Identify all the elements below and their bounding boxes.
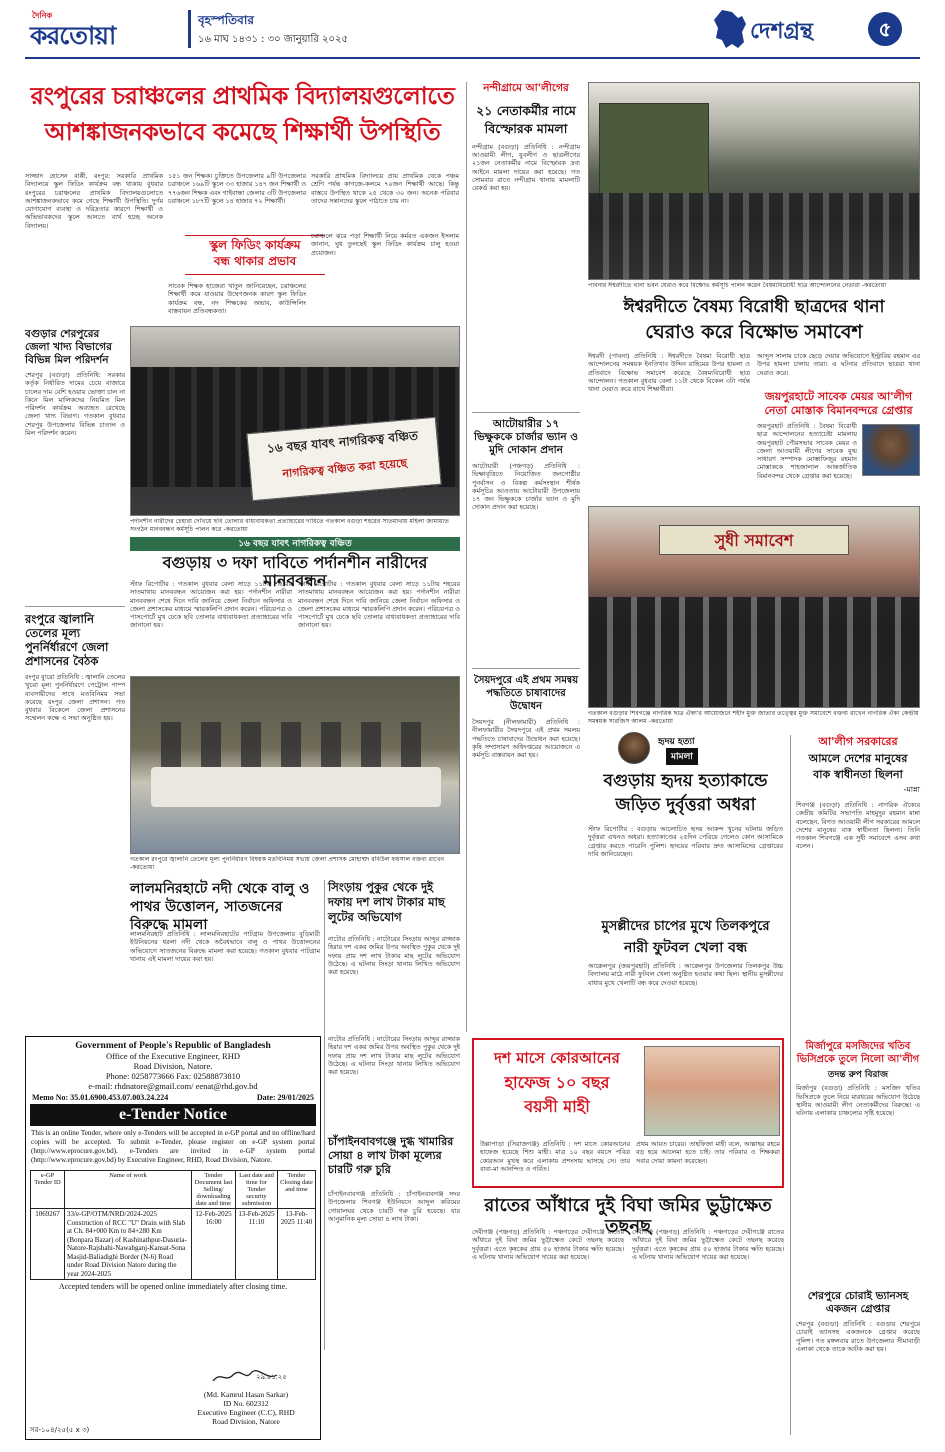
- section-logo: [712, 6, 907, 52]
- lead-headline-box: [25, 82, 460, 162]
- tender-header-row: [31, 1171, 316, 1209]
- tender-sign-date: ২৯.০১.২৫: [256, 1373, 287, 1381]
- rangpur-fuel-story: [25, 612, 125, 1020]
- masthead-day: বৃহস্পতিবার: [198, 13, 254, 27]
- protest-photo: [130, 326, 460, 516]
- rally-photo: [588, 506, 920, 708]
- joypurhat-body: জয়পুরহাট প্রতিনিধি : বৈষম্য বিরোধী ছাত্র আন্দোলনের হত্যাচেষ্টা মামলায় জয়পুরহাট পৌরসভার সাবেক মেয়র ও জেলা আওয়ামী লীগের সাবেক যুগ্ম সাধারণ সম্পাদক মোস্তাফিজুর রহমান মোস্তাককে শাহজালাল আন্তর্জাতিক বিমানবন্দর থেকে গ্রেপ্তার করা হয়েছে।: [757, 422, 857, 480]
- tender-header-doc: Tender Document last Selling/ downloading date and time: [192, 1171, 236, 1209]
- atwari-headline: আটোয়ারীর ১৭ ভিক্ষুককে চার্জার ভ্যান ও মুদি দোকান প্রদান: [473, 418, 579, 456]
- tender-row: [31, 1209, 316, 1280]
- lead-subhead-line-1: স্কুল ফিডিং কার্যক্রম: [209, 238, 301, 252]
- ishwardi-body-1: ঈশ্বরদী (পাবনা) প্রতিনিধি : ঈশ্বরদীতে বৈষম্য বিরোধী ছাত্র আন্দোলনের সমন্বয়ক ইনতিখাব উদ্দিন রাহিমের উপর হামলা ও প্রতিবাদে বিক্ষোভ সমাবেশ করেছে বৈষম্যবিরোধী ছাত্র আন্দোলন। গতকাল বুধবার বেলা ১১টা থেকে বিকেল ৩টা পর্যন্ত থানা ঘেরাও করে রাখে শিক্ষার্থীরা।: [588, 352, 750, 394]
- hafez-box: [472, 1038, 784, 1188]
- tender-title: e-Tender Notice: [30, 1104, 316, 1126]
- shibganj-headline-3: বাক স্বাধীনতা ছিলনা: [813, 768, 903, 782]
- rally-caption: গতকাল বগুড়ার শিবগঞ্জে নাগরিক ছাত্র ঐক্য'র আয়োজনে শহীদ মুক্ত জাতার তত্ত্বের মুক্ত সমাবেশে বক্তব্য রাখেন নাগরিক ঐক্য কেন্দ্রীয় সমন্বয়ক সারজিস আলম -করতোয়া: [588, 710, 919, 725]
- hridoy-kicker-box: [588, 732, 778, 768]
- ishwardi-photo-caption: পাবনার ঈশ্বরদীতে থানা ভবন ঘেরাও করে বিক্ষোভ কর্মসূচি পালন করেন বৈষম্যবিরোধী ছাত্র আন্দোলনের নেতারা -করতোয়া: [588, 282, 887, 289]
- hridoy-headline-1: বগুড়ায় হৃদয় হত্যাকান্ডে: [603, 771, 768, 791]
- mirpur-body: মির্জাপুর (বগুড়া) প্রতিনিধি : মসজিদ খতিব ভিসিপ্রকে তুলে নিয়ে মারধরের অভিযোগ উঠেছে স্থানীয় আওয়ামী লীগ নেতাকর্মীদের বিরুদ্ধে। এ ঘটনায় এলাকায় চাঞ্চল্যের সৃষ্টি হয়েছে।: [796, 1084, 920, 1118]
- lead-headline-line-1: রংপুরের চরাঞ্চলের প্রাথমিক বিদ্যালয়গুলোতে: [30, 81, 455, 110]
- shibganj-story: [796, 736, 920, 1036]
- tender-memo-row: [26, 1091, 320, 1104]
- chapai-headline: চাঁপাইনবাবগঞ্জে দুগ্ধ খামারির সোয়া ৪ লাখ টাকা মূল্যের চারটি গরু চুরি: [328, 1135, 454, 1176]
- tender-office: Office of the Executive Engineer, RHD: [105, 1051, 241, 1061]
- right-rule: [790, 735, 791, 1435]
- hafez-body-2: প্রথম আয়ত চারের। তাহফিজা মাহী বলে, আল্লাহর রহমে বড় হয়ে আলেমা হতে চাই। তার পরিবার ও শিক্ষকরা সবার দোয়া কামনা করেছেন।: [636, 1140, 780, 1165]
- tender-division: Road Division, Natore: [212, 1417, 280, 1426]
- hafez-headline-2: হাফেজ ১০ বছর: [504, 1073, 610, 1092]
- rally-banner: [659, 525, 849, 555]
- tender-memo: Memo No: 35.01.6900.453.07.003.24.224: [32, 1093, 169, 1102]
- natore-headline: সিংড়ায় পুকুর থেকে দুই দফায় দশ লাখ টাকার মাছ লুটের অভিযোগ: [328, 880, 445, 924]
- lead-body-col-3: সরকারি প্রাথমিক বিদ্যালয়ে প্রায় প্রাথমিক থেকে পঞ্চম শ্রেণি পর্যন্ত কাগজে-কলমে ৭০জন শিক্ষার্থী আছে। কিন্তু বাস্তবে উপস্থিত থাকে ২৫ থেকে ৩০ জন। অনেক পরিবার তাদের সন্তানদের স্কুলে পাঠাতে চায় না।: [311, 172, 459, 205]
- tender-ref: সর-১০৪/২৫(৫ x ৩): [30, 1426, 90, 1434]
- hafez-headline-1: দশ মাসে কোরআনের: [494, 1049, 620, 1067]
- tender-cell-security: 13-Feb-2025 11:10: [236, 1209, 278, 1280]
- left-rule-1: [25, 606, 125, 607]
- ishwardi-headline-1: ঈশ্বরদীতে বৈষম্য বিরোধী ছাত্রদের থানা: [623, 297, 885, 317]
- shibganj-body: শিবগঞ্জ (বগুড়া) প্রতিনিধি : নাগরিক ঐক্যের কেন্দ্রীয় কমিটির সভাপতি মাহমুদুর রহমান মান্না বলেছেন, বিগত আওয়ামী লীগ সরকারের আমলে দেশের মানুষের বাক স্বাধীনতা ছিলনা। তিনি গতকাল শিবগঞ্জে এক সুধী সমাবেশে এসব কথা বলেন।: [796, 800, 920, 851]
- hridoy-headline-2: জড়িত দুর্বৃত্তরা অধরা: [615, 795, 756, 815]
- ishwardi-photo: [588, 82, 920, 280]
- mirpur-story: [796, 1040, 920, 1290]
- protest-banner-line-1: ১৬ বছর যাবৎ নাগরিকত্ব বঞ্চিত: [266, 428, 419, 456]
- masthead-divider: [188, 10, 191, 48]
- nandigram-story: [472, 82, 580, 282]
- nandigram-headline-2: বিস্ফোরক মামলা: [484, 121, 568, 137]
- paper-logo-small: দৈনিক: [32, 11, 53, 20]
- lead-subhead: [185, 235, 325, 275]
- rally-people: [589, 597, 920, 708]
- paper-logo-name: করতোয়া: [30, 21, 116, 50]
- lalmonirhat-body: লালমনিরহাট প্রতিনিধি : লালমনিরহাটের পাটগ্রাম উপজেলার বুড়িমারী ইউনিয়নের ধরলা নদী থেকে অবৈধভাবে বালু ও পাথর উত্তোলনের অভিযোগে সাতজনের বিরুদ্ধে মামলা করা হয়েছে। গতকাল বুধবার পাটগ্রাম থানায় এই মামলা দায়ের করা হয়।: [130, 930, 320, 963]
- football-body: আক্কেলপুর (জয়পুরহাট) প্রতিনিধি : আক্কেলপুর উপজেলার তিলকপুর উচ্চ বিদ্যালয় মাঠে নারী ফুটবল খেলা অনুষ্ঠিত হওয়ার কথা ছিল। স্থানীয় মুসল্লীদের বাধার মুখে খেলাটি বন্ধ করে দেওয়া হয়েছে।: [588, 962, 783, 987]
- masthead: [0, 0, 945, 58]
- page-number: ৫: [868, 12, 902, 46]
- nandigram-headline-1: ২১ নেতাকর্মীর নামে: [476, 103, 576, 119]
- shibganj-attribution: -মান্না: [903, 784, 920, 794]
- hridoy-kicker-1: হৃদয় হত্যা: [658, 737, 695, 747]
- tender-cell-closing: 13-Feb-2025 11:40: [278, 1209, 316, 1280]
- masthead-date: ১৬ মাঘ ১৪৩১ : ৩০ জানুয়ারি ২০২৫: [198, 34, 348, 45]
- hridoy-photo: [618, 732, 650, 764]
- nandigram-kicker: নন্দীগ্রামে আ'লীগের: [483, 82, 569, 94]
- tender-road: Road Division, Natore.: [133, 1061, 213, 1071]
- meeting-caption: গতকাল রংপুরে জ্বালানি তেলের মূল্য পুনর্নির্ধারণ বিষয়ক মতবিনিময় সভায় জেলা প্রশাসক মোহাম্মদ রবিউল ফয়সাল বক্তব্য রাখেন -করতোয়া: [130, 856, 445, 871]
- mirpur-headline: মির্জাপুরে মসজিদের খতিব ভিসিপ্রকে তুলে নিলো আ'লীগ: [796, 1041, 920, 1065]
- football-headline-2: নারী ফুটবল খেলা বন্ধ: [623, 940, 748, 956]
- tender-signature: [186, 1369, 306, 1426]
- ishwardi-headline-2: ঘেরাও করে বিক্ষোভ সমাবেশ: [645, 321, 863, 343]
- center-rule-2: [472, 668, 580, 669]
- sherpur-arrest-body: শেরপুর (বগুড়া) প্রতিনিধি : বগুড়ার শেরপুরে চোরাই ভ্যানসহ একজনকে গ্রেপ্তার করেছে পুলিশ। গত মঙ্গলবার রাতে উপজেলার সীমাবাড়ী এলাকা থেকে তাকে আটক করা হয়।: [796, 1320, 920, 1353]
- bogra-headline: বগুড়ায় ৩ দফা দাবিতে পর্দানশীন নারীদের মানববন্ধন: [162, 553, 428, 591]
- natore-rule: [324, 880, 325, 1350]
- meeting-photo: [130, 676, 460, 854]
- center-rule-left: [466, 82, 467, 1032]
- joypurhat-headline: জয়পুরহাটে সাবেক মেয়র আ'লীগ নেতা মোস্তাক বিমানবন্দরে গ্রেপ্তার: [764, 390, 913, 417]
- protest-banner-line-2: নাগরিকত্ব বঞ্চিত করা হয়েছে: [281, 456, 408, 481]
- tender-notice: [25, 1036, 321, 1440]
- ishwardi-body-2: আব্দুস সালাম চাকে ছেড়ে দেয়ার অভিযোগে ইন্ট্রারিয় রহমান এর উপর হামলা চালায় তারা। এ ঘটনার প্রতিবাদে ছাত্ররা থানা ঘেরাও করে।: [757, 352, 920, 377]
- lead-body-col-1: সাজ্জাদ হোসেন বাপ্পী, রংপুর: সরকারি প্রাথমিক বিদ্যালয়ে স্কুল ফিডিং কার্যক্রম বন্ধ থাকায় বুধবার রংপুরের চরাঞ্চলের প্রাথমিক বিদ্যালয়গুলোতে আশঙ্কাজনকভাবে কমে গেছে শিক্ষার্থী উপস্থিতি। দুর্গম যোগাযোগ ব্যবস্থা ও দরিদ্রতার কারণে শিক্ষার্থী ও অভিভাবকদের স্কুলে আনতে ব্যর্থ হচ্ছে অনেক বিদ্যালয়।: [25, 172, 163, 230]
- sherpur-food-headline: বগুড়ার শেরপুরের জেলা খাদ্য বিভাগের বিভিন্ন মিল পরিদর্শন: [25, 328, 112, 366]
- night-body-2: দেবীগঞ্জ (পঞ্চগড়) প্রতিনিধি : পঞ্চগড়ের দেবীগঞ্জে রাতের আঁধারে দুই বিঘা জমির ভুট্টাক্ষেত কেটে তছনছ করেছে দুর্বৃত্তরা। এতে কৃষকের প্রায় ৫০ হাজার টাকার ক্ষতি হয়েছে। এ ঘটনায় থানায় অভিযোগ দায়ের করা হয়েছে।: [632, 1228, 784, 1261]
- saidpur-story: [472, 674, 580, 1004]
- saidpur-body: সৈয়দপুর (নীলফামারী) প্রতিনিধি : নীলফামারীর সৈয়দপুরে এই প্রথম সমলয় পদ্ধতিতে চাষাবাদের উদ্বোধন করা হয়েছে। কৃষি সম্প্রসারণ অধিদপ্তরের আয়োজনে এ কর্মসূচি বাস্তবায়ন করা হয়।: [472, 718, 580, 760]
- lalmonirhat-headline: লালমনিরহাটে নদী থেকে বালু ও পাথর উত্তোলন, সাতজনের বিরুদ্ধে মামলা: [130, 881, 310, 933]
- tender-phone: Phone: 0258773666 Fax: 02588873810: [105, 1071, 241, 1081]
- bogra-body-2: স্টাফ রিপোর্টার : গতকাল বুধবার বেলা সাড়ে ১১টায় শহরের সাতমাথায় মানববন্ধন আয়োজন করা হয়। পর্দানশীন নারীরা মানববন্ধন শেষে দিনে দাবি জানিয়ে জেলা নির্বাচন অফিসার ও জেলা প্রশাসকের মাধ্যমে স্মারকলিপি প্রদান করেন। পরিচয়পত্র ও পাসপোর্টে মুখ ঢেকে ছবি তোলার বাধ্যবাধকতা প্রত্যাহারের দাবি জানানো হয়।: [298, 580, 460, 630]
- tender-date: Date: 29/01/2025: [256, 1093, 314, 1102]
- crowd: [589, 193, 920, 280]
- rangpur-fuel-headline: রংপুরে জ্বালানি তেলের মূল্য পুনর্নির্ধারণে জেলা প্রশাসনের বৈঠক: [25, 612, 109, 668]
- tender-email: e-mail: rhdnatore@gmail.com/ eenat@rhd.gov.bd: [88, 1081, 258, 1091]
- hridoy-kicker-2: মামলা: [666, 748, 698, 765]
- tender-header-work: Name of work: [65, 1171, 192, 1209]
- tender-intro: This is an online Tender, where only e-Tenders will be accepted in e-GP portal and no offline/hard copies will be accepted. To submit e-Tender, please register on e-GP system portal (http://www.eprocure.gov.bd). e-Tenders are invited in e-GP system portal (http://www.eprocure.gov.bd) by Executive Engineer, RHD, Road Division, Natore.: [31, 1129, 315, 1164]
- rangpur-fuel-body: রংপুর ব্যুরো প্রতিনিধি : জ্বালানি তেলের খুচরা মূল্য পুনর্নির্ধারণে পেট্রোল পাম্প ব্যবসায়ীদের সাথে মতবিনিময় সভা করেছে রংপুর জেলা প্রশাসন। গত বুধবার বিকেলে জেলা প্রশাসনের সম্মেলন কক্ষে এ সভা অনুষ্ঠিত হয়।: [25, 673, 125, 723]
- army-truck: [599, 103, 709, 203]
- sherpur-food-body: শেরপুর (বগুড়া) প্রতিনিধি: সরকার কর্তৃক নির্ধারিত দামের চেয়ে বাজারে চালের দাম বেশি হওয়ায় ভোক্তা চাল না কিনে মিল মালিকদের নিয়মিত মিল পরিদর্শন কার্যক্রম অব্যাহত রেখেছে জেলা খাদ্য বিভাগ। গতকাল বুধবার শেরপুর উপজেলার বিভিন্ন চাতাল ও মিল পরিদর্শন করেন।: [25, 371, 125, 438]
- lead-body-col-5: চরাঞ্চলে ঝরে পড়া শিক্ষার্থী নিয়ে কর্মরত একজন ইসলাম জানান, ঘুধ তুলছেই স্কুল ফিডিং কার্যক্রম চালু হওয়া প্রয়োজন।: [311, 232, 459, 257]
- shibganj-headline-1: আ'লীগ সরকারের: [818, 735, 898, 748]
- night-headline: রাতের আঁধারে দুই বিঘা জমির ভুট্টাক্ষেত তছনছ: [484, 1195, 772, 1237]
- masthead-rule: [25, 57, 920, 59]
- section-name: দেশগ্রন্থ: [750, 18, 813, 44]
- lead-body-col-2: ১৫১ জন শিক্ষক। চুক্তিতে উপজেলার ৯টি উপজেলার চরাঞ্চলে ১৬৯টি স্কুলে ৩৩ হাজার ১৪৭ জন শিক্ষার্থী ও ৭৭৬জন শিক্ষক এবং গাইবান্ধা জেলার ৩টি উপজেলার চরাঞ্চলে ১৮৭টি স্কুলে ১৪ হাজার ৭২ শিক্ষার্থী।: [168, 172, 306, 205]
- tender-cell-work: 33/e-GP/OTM/NRD/2024-2025 Construction of RCC "U" Drain with Slab at Ch. 84+000 Km to 84+280 Km (Bonpara Bazar) of Kashinathpur-Dasuria-Natore-Rajshahi-Nawabganj-Kansat-Sona Masjid-Baliadighi Border (N-6) Road under Road Division Natore during the year 2024-2025: [65, 1209, 192, 1280]
- bogra-body-1: স্টাফ রিপোর্টার : গতকাল বুধবার বেলা সাড়ে ১১টায় শহরের সাতমাথায় মানববন্ধন আয়োজন করা হয়। পর্দানশীন নারীরা মানববন্ধন শেষে দিনে দাবি জানিয়ে জেলা নির্বাচন অফিসার ও জেলা প্রশাসকের মাধ্যমে স্মারকলিপি প্রদান করেন। পরিচয়পত্র ও পাসপোর্টে মুখ ঢেকে ছবি তোলার বাধ্যবাধকতা প্রত্যাহারের দাবি জানানো হয়।: [130, 580, 292, 630]
- tender-table: [30, 1170, 316, 1280]
- sherpur-food-story: [25, 328, 125, 608]
- tender-designation: Executive Engineer (C.C), RHD: [197, 1408, 295, 1417]
- mirpur-kicker: তদন্ত রুপ বিরাজ: [827, 1070, 889, 1080]
- tender-signer: (Md. Kamrul Hasan Sarkar): [203, 1390, 289, 1399]
- night-body-1: দেবীগঞ্জ (পঞ্চগড়) প্রতিনিধি : পঞ্চগড়ের দেবীগঞ্জে রাতের আঁধারে দুই বিঘা জমির ভুট্টাক্ষেত কেটে তছনছ করেছে দুর্বৃত্তরা। এতে কৃষকের প্রায় ৫০ হাজার টাকার ক্ষতি হয়েছে। এ ঘটনায় থানায় অভিযোগ দায়ের করা হয়েছে।: [472, 1228, 624, 1261]
- tender-footer: Accepted tenders will be opened online immediately after closing time.: [58, 1282, 288, 1291]
- tender-cell-id: 1069267: [31, 1209, 65, 1280]
- shibganj-headline-2: আমলে দেশের মানুষের: [808, 751, 908, 765]
- joypurhat-photo: [862, 424, 920, 476]
- saidpur-headline: সৈয়দপুরে এই প্রথম সমন্বয় পদ্ধতিতে চাষাবাদের উদ্বোধন: [473, 675, 579, 712]
- bogra-kicker: [130, 537, 460, 551]
- meeting-table: [151, 767, 441, 807]
- sherpur-arrest-headline: শেরপুরে চোরাই ভ্যানসহ একজন গ্রেপ্তার: [807, 1290, 909, 1315]
- hafez-body: উল্লাপাড়া (সিরাজগঞ্জ) প্রতিনিধি : দশ মাসে কোরআনের হাফেজ হয়েছে শিশু মাহী। মাত্র ১০ বছর বয়সে পবিত্র কোরআন মুখস্থ করে এলাকায় প্রশংসায় ভাসছে সে। তার বাবা-মা আনন্দিত ও গর্বিত।: [480, 1140, 630, 1173]
- hafez-photo: [644, 1046, 780, 1136]
- atwari-body: আটোয়ারী (পঞ্চগড়) প্রতিনিধি : ভিক্ষাবৃত্তিতে নিয়োজিত জনগোষ্ঠীর পুনর্বাসন ও বিকল্প কর্মসংস্থান শীর্ষক কর্মসূচির আওতায় আটোয়ারী উপজেলায় ১৭ জন ভিক্ষুককে চার্জার ভ্যান ও মুদি দোকান প্রদান করা হয়েছে।: [472, 462, 580, 512]
- tender-gov: Government of People's Republic of Bangladesh: [75, 1041, 271, 1051]
- natore-body: নাটোর প্রতিনিধি : নাটোরের সিংড়ায় আব্দুর রাজ্জাক হিরার দশ একর জমির উপর অবস্থিত পুকুর থেকে দুই দফায় প্রায় দশ লাখ টাকার মাছ লুটের অভিযোগ উঠেছে। এ ঘটনায় সিংড়া থানায় লিখিত অভিযোগ করা হয়েছে।: [328, 935, 460, 977]
- natore-body-cont: নাটোর প্রতিনিধি : নাটোরের সিংড়ায় আব্দুর রাজ্জাক হিরার দশ একর জমির উপর অবস্থিত পুকুর থেকে দুই দফায় প্রায় দশ লাখ টাকার মাছ লুটের অভিযোগ উঠেছে। এ ঘটনায় সিংড়া থানায় লিখিত অভিযোগ করা হয়েছে।: [328, 1035, 460, 1077]
- bangladesh-map-icon: [712, 8, 748, 50]
- center-rule-1: [472, 412, 580, 413]
- atwari-story: [472, 418, 580, 608]
- lead-subhead-line-2: বন্ধ থাকার প্রভাব: [213, 253, 297, 268]
- hridoy-body: স্টাফ রিপোর্টার : বগুড়ায় আলোচিত হৃদয় আকন্দ খুনের ঘটনায় জড়িত দুর্বৃত্তরা এখনও অধরা। হত্যাকাণ্ডের ২৫দিন পেরিয়ে গেলেও কোন আসামিকে গ্রেপ্তার করতে পারেনি পুলিশ। হৃদয়ের পরিবার দ্রুত আসামিদের গ্রেপ্তারের দাবি জানিয়েছেন।: [588, 825, 783, 858]
- tender-id: ID No. 602312: [223, 1399, 269, 1408]
- meeting-people: [161, 722, 431, 767]
- tender-header-id: e-GP Tender ID: [31, 1171, 65, 1209]
- paper-logo: [30, 10, 180, 48]
- bogra-kicker-text: ১৬ বছর যাবৎ নাগরিকত্ব বঞ্চিত: [238, 539, 352, 549]
- lead-headline-line-2: আশঙ্কাজনকভাবে কমেছে শিক্ষার্থী উপস্থিতি: [44, 116, 441, 146]
- tender-header-closing: Tender Closing date and time: [278, 1171, 316, 1209]
- football-headline-1: মুসল্লীদের চাপের মুখে তিলকপুরে: [601, 919, 770, 934]
- lead-body-col-4: সাবেক শিক্ষক হাজেরা খাতুন জানিয়েছেন, চরাঞ্চলের শিক্ষার্থী কমে যাওয়ার উদ্বেগজনক কারণ স্কুল ফিডিং কার্যক্রম বন্ধ, নদ শিক্ষকের অভাব, কাউন্সিলিং বাস্তবায়ন প্রতিবন্ধকতা।: [168, 282, 306, 315]
- hafez-headline-3: বয়সী মাহী: [524, 1097, 590, 1116]
- tender-header-security: Last date and time for Tender security submission: [236, 1171, 278, 1209]
- rally-banner-text: সুধী সমাবেশ: [714, 531, 794, 550]
- tender-cell-doc: 12-Feb-2025 16:00: [192, 1209, 236, 1280]
- nandigram-body: নন্দীগ্রাম (বগুড়া) প্রতিনিধি : নন্দীগ্রাম আওয়ামী লীগ, যুবলীগ ও ছাত্রলীগের ২১জন নেতাকর্মীর নামে বিস্ফোরক দ্রব্য আইনে মামলা দায়ের করা হয়েছে। গত সোমবার রাতে নন্দীগ্রাম থানায় মামলাটি রেকর্ড করা হয়।: [472, 142, 580, 193]
- joypurhat-story: [757, 390, 920, 502]
- protest-caption: পর্দানশীন নারীদের চেহারা দেখিয়ে ছবি তোলার বাধ্যবাধকতা প্রত্যাহারের দাবিতে গতকাল বগুড়া শহরের সাতমাথায় মহিলা জামায়াত সংগঠন মানববন্ধন কর্মসূচি পালন করে -করতোয়া: [130, 518, 449, 533]
- chapai-body: চাঁপাইনবাবগঞ্জ প্রতিনিধি : চাঁপাইনবাবগঞ্জ সদর উপজেলার শিবগঞ্জ ইউনিয়নে আব্দুল করিমের গোয়ালঘর থেকে চারটি গরু চুরি হয়েছে। যার আনুমানিক মূল্য সোয়া ৪ লাখ টাকা।: [328, 1190, 460, 1223]
- sherpur-arrest-story: [796, 1290, 920, 1440]
